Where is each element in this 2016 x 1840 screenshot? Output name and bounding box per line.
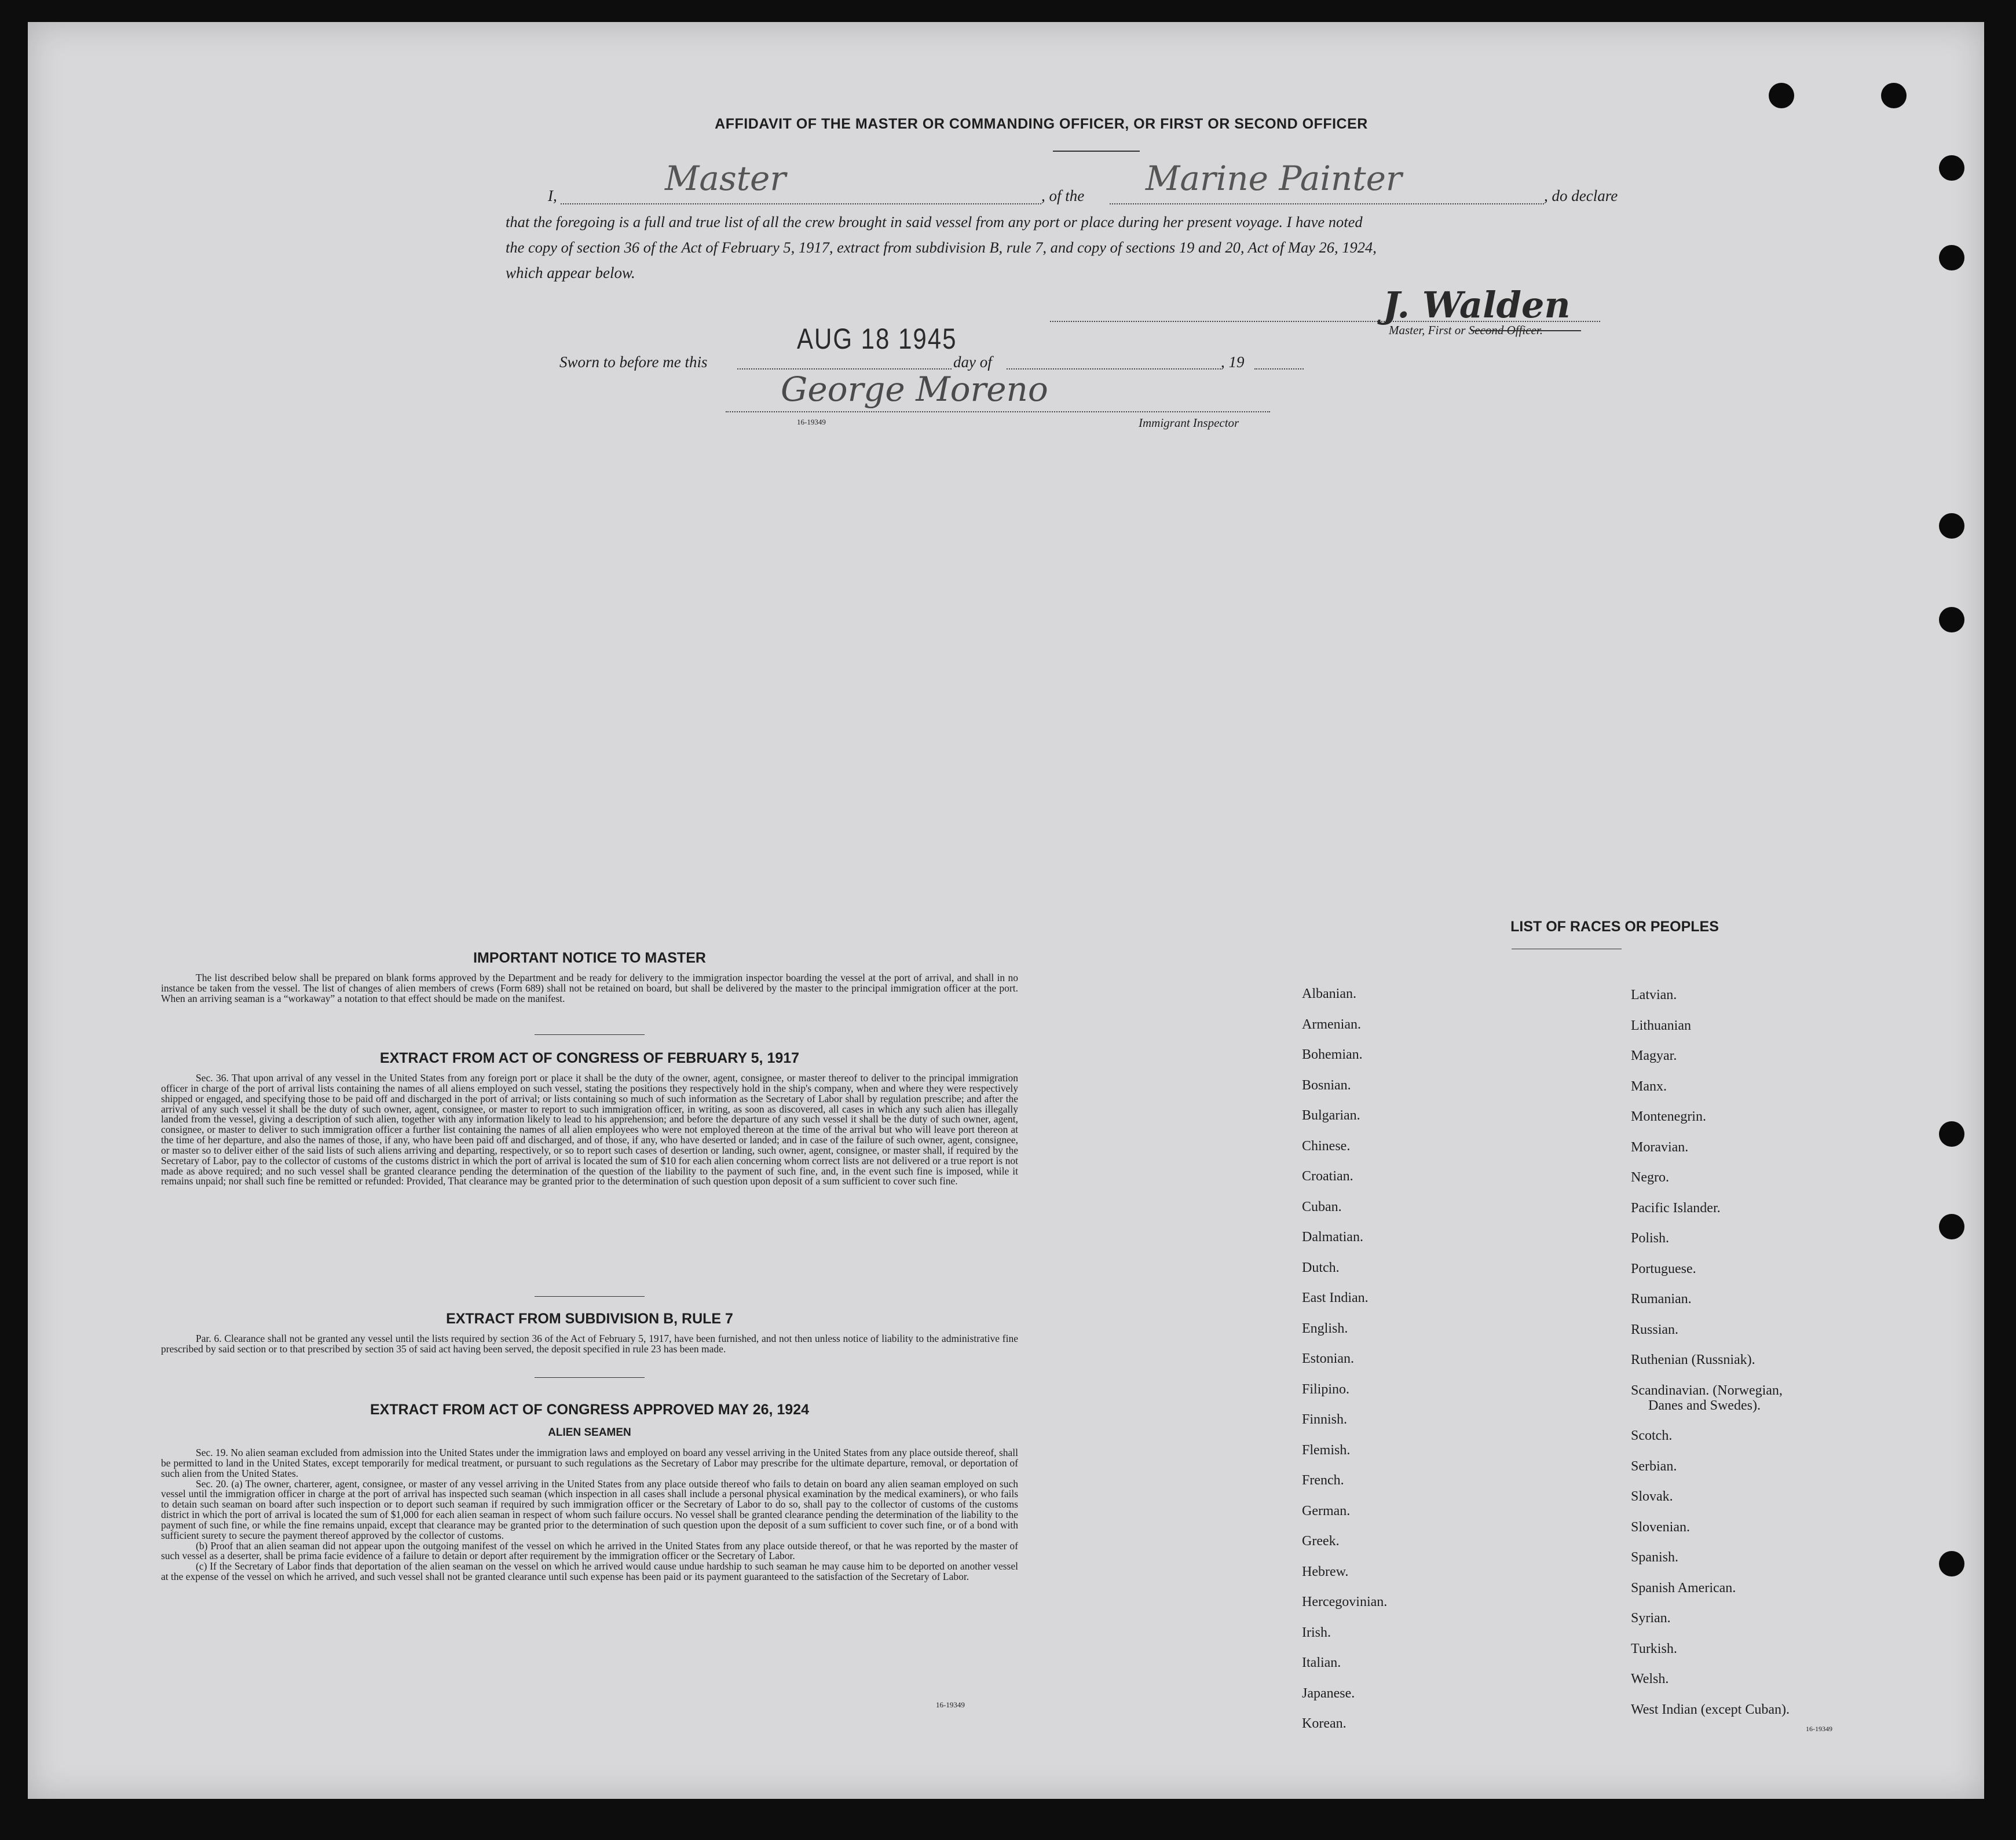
sworn-prefix: Sworn to before me this <box>559 353 708 371</box>
race-item: Bulgarian. <box>1302 1108 1360 1123</box>
race-item: Scotch. <box>1631 1428 1673 1443</box>
rule-7-paragraph: Par. 6. Clearance shall not be granted any vessel until the lists required by section 36 of the Act of February 5, 1917, have been furnished, and not then unless notice of liability to the administrative fine prescribed by said section or to that prescribed by section 35 of said act having been served, the deposit specified in rule 23 has been made. <box>161 1333 1018 1355</box>
race-item: Estonian. <box>1302 1351 1354 1366</box>
document-page <box>28 22 1984 1799</box>
race-item: Spanish American. <box>1631 1580 1736 1596</box>
title-rule <box>1053 151 1140 152</box>
sworn-day-label: day of <box>953 353 992 371</box>
form-number: 16-19349 <box>797 418 826 426</box>
punch-hole <box>1939 1551 1964 1576</box>
inspector-signature: George Moreno <box>781 370 1048 409</box>
race-item: Latvian. <box>1631 987 1677 1003</box>
race-item: Hercegovinian. <box>1302 1594 1388 1609</box>
race-item: Armenian. <box>1302 1016 1361 1032</box>
extract-1924-body <box>161 1448 1018 1582</box>
races-title: LIST OF RACES OR PEOPLES <box>1510 919 1719 935</box>
extract-1917-title: EXTRACT FROM ACT OF CONGRESS OF FEBRUARY 5, 1917 <box>379 1050 800 1066</box>
race-item: Bohemian. <box>1302 1047 1363 1062</box>
section-rule <box>535 1296 645 1297</box>
race-item: English. <box>1302 1320 1348 1336</box>
punch-hole <box>1939 607 1964 632</box>
race-item: Spanish. <box>1631 1550 1679 1565</box>
inspector-line <box>726 411 1270 412</box>
master-signature: J. Walden <box>1383 284 1571 326</box>
notice-paragraph: The list described below shall be prepared on blank forms approved by the Department and be ready for delivery to the immigration inspector boarding the vessel at the port of arrival, and shall in no instance be taken from the vessel. The list of changes of alien members of crews (Form 689) shall not be retained on board, but shall be delivered by the master to the principal immigration officer at the port. When an arriving seaman is a “workaway” a notation to that effect should be made on the manifest. <box>161 972 1018 1004</box>
race-item: Rumanian. <box>1631 1292 1692 1307</box>
race-item: Italian. <box>1302 1655 1341 1670</box>
race-item: Turkish. <box>1631 1641 1677 1656</box>
race-item: Filipino. <box>1302 1381 1350 1397</box>
inspector-caption: Immigrant Inspector <box>1139 416 1239 430</box>
declaration-line-3: the copy of section 36 of the Act of February 5, 1917, extract from subdivision B, rule 7, and copy of sections 19 and 20, Act of May 26, 1924, <box>506 239 1377 256</box>
race-item: Russian. <box>1631 1322 1679 1337</box>
strike-through <box>1471 330 1581 331</box>
vessel-line <box>1110 203 1544 204</box>
section-20a-paragraph: Sec. 20. (a) The owner, charterer, agent, consignee, or master of any vessel arriving in the United States from any place outside thereof who fails to detain on board any alien seaman employed on such vessel until the immigration officer in charge at the port of arrival has inspected such seaman (which inspection in all cases shall include a personal physical examination by the medical examiners), or who fails to detain such seaman on board after such inspection or to deport such seaman if required by such immigration officer or the Secretary of Labor to do so, shall pay to the collector of customs of the customs district in which the port of arrival is located the sum of $1,000 for each alien seaman in respect of whom such failure occurs. No vessel shall be granted clearance pending the determination of the liability to the payment of such fine, or while the fine remains unpaid, except that clearance may be granted prior to the determination of such question upon the deposit of a sum sufficient to cover such fine, or of a bond with sufficient surety to secure the payment thereof approved by the collector of customs. <box>161 1477 1018 1541</box>
section-20b-paragraph: (b) Proof that an alien seaman did not appear upon the outgoing manifest of the vessel on which he arrived in the United States from any place outside thereof, or that he was reported by the master of such vessel as a deserter, shall be prima facie evidence of a failure to detain or deport after requirement by the immigration officer or the Secretary of Labor. <box>161 1539 1018 1562</box>
race-item: Slovak. <box>1631 1489 1673 1504</box>
rule-7-body <box>161 1334 1018 1355</box>
alien-seamen-subtitle: ALIEN SEAMEN <box>548 1426 631 1439</box>
race-item: Negro. <box>1631 1170 1669 1185</box>
race-item: German. <box>1302 1503 1351 1519</box>
race-item: Montenegrin. <box>1631 1109 1706 1124</box>
punch-hole <box>1939 1121 1964 1147</box>
race-item: Chinese. <box>1302 1138 1351 1154</box>
punch-hole <box>1769 83 1794 108</box>
master-name-handwriting: Master <box>665 159 786 198</box>
race-item: Lithuanian <box>1631 1018 1691 1033</box>
race-item: Moravian. <box>1631 1139 1689 1155</box>
vessel-name-handwriting: Marine Painter <box>1146 159 1402 198</box>
section-20c-paragraph: (c) If the Secretary of Labor finds that deportation of the alien seaman on the vessel on which he arrived would cause undue hardship to such seaman he may cause him to be deported on another vessel at the expense of the vessel on which he arrived, and such vessel shall not be granted clearance until such expense has been paid or its payment guaranteed to the satisfaction of the Secretary of Labor. <box>161 1560 1018 1583</box>
race-item: Serbian. <box>1631 1458 1677 1474</box>
race-item: Dutch. <box>1302 1260 1340 1275</box>
race-item: Manx. <box>1631 1078 1667 1094</box>
race-item: Polish. <box>1631 1231 1670 1246</box>
race-item: Flemish. <box>1302 1442 1351 1458</box>
race-item: Slovenian. <box>1631 1519 1690 1535</box>
signature-caption: Master, First or Second Officer. <box>1389 323 1543 337</box>
race-item: Scandinavian. (Norwegian, Danes and Swedes). <box>1631 1382 1783 1413</box>
name-line <box>561 203 1041 204</box>
punch-hole <box>1881 83 1907 108</box>
race-item: Japanese. <box>1302 1685 1355 1701</box>
sworn-year-label: , 19 <box>1221 353 1245 371</box>
race-item: Cuban. <box>1302 1199 1342 1215</box>
extract-1924-title: EXTRACT FROM ACT OF CONGRESS APPROVED MAY 26, 1924 <box>369 1402 810 1418</box>
race-item: Albanian. <box>1302 986 1356 1001</box>
race-item: East Indian. <box>1302 1290 1369 1305</box>
race-item: Magyar. <box>1631 1048 1677 1063</box>
race-item: Greek. <box>1302 1534 1340 1549</box>
race-item: Dalmatian. <box>1302 1230 1363 1245</box>
punch-hole <box>1939 513 1964 539</box>
notice-body <box>161 973 1018 1004</box>
declaration-mid: , of the <box>1041 187 1085 204</box>
form-number: 16-19349 <box>1806 1725 1832 1733</box>
race-item: West Indian (except Cuban). <box>1631 1702 1790 1717</box>
declaration-line-4: which appear below. <box>506 264 635 281</box>
section-rule <box>535 1377 645 1378</box>
received-date-stamp: AUG 18 1945 <box>797 322 957 355</box>
race-item: French. <box>1302 1473 1344 1488</box>
section-19-paragraph: Sec. 19. No alien seaman excluded from admission into the United States under the immigration laws and employed on board any vessel arriving in the United States from any place outside thereof, shall be permitted to land in the United States, except temporarily for medical treatment, or pursuant to such regulations as the Secretary of Labor may prescribe for the ultimate departure, removal, or deportation of such alien from the United States. <box>161 1447 1018 1479</box>
extract-1917-body <box>161 1073 1018 1187</box>
race-item: Irish. <box>1302 1625 1331 1640</box>
race-item: Portuguese. <box>1631 1261 1696 1276</box>
race-item: Croatian. <box>1302 1169 1353 1184</box>
form-number: 16-19349 <box>936 1700 965 1709</box>
affidavit-title: AFFIDAVIT OF THE MASTER OR COMMANDING OFFICER, OR FIRST OR SECOND OFFICER <box>715 116 1368 132</box>
race-item: Syrian. <box>1631 1611 1671 1626</box>
declaration-prefix: I, <box>548 187 557 204</box>
notice-title: IMPORTANT NOTICE TO MASTER <box>473 950 706 966</box>
section-rule <box>535 1034 645 1035</box>
race-item: Korean. <box>1302 1716 1347 1731</box>
punch-hole <box>1939 1214 1964 1239</box>
race-item: Bosnian. <box>1302 1077 1351 1093</box>
punch-hole <box>1939 155 1964 181</box>
sworn-year-line <box>1254 368 1304 370</box>
declaration-suffix: , do declare <box>1544 187 1618 204</box>
race-item: Hebrew. <box>1302 1564 1349 1579</box>
declaration-line-2: that the foregoing is a full and true list of all the crew brought in said vessel from any port or place during her present voyage. I have noted <box>506 213 1363 231</box>
race-item: Finnish. <box>1302 1412 1348 1427</box>
race-item: Pacific Islander. <box>1631 1200 1721 1216</box>
rule-7-title: EXTRACT FROM SUBDIVISION B, RULE 7 <box>446 1311 733 1327</box>
race-item: Ruthenian (Russniak). <box>1631 1352 1755 1367</box>
extract-1917-paragraph: Sec. 36. That upon arrival of any vessel in the United States from any foreign port or place it shall be the duty of the owner, agent, consignee, or master thereof to deliver to the principal immigration officer in charge of the port of arrival lists containing the names of all aliens employed on such vessel, stating the positions they respectively hold in the ship's company, when and where they were respectively shipped or engaged, and specifying those to be paid off and discharged in the port of arrival; or lists containing so much of such information as the Secretary of Labor shall by regulation prescribe; and after the arrival of any such vessel it shall be the duty of such owner, agent, consignee, or master to report to such immigration officer, in writing, as soon as discovered, all cases in which any such alien has illegally landed from the vessel, giving a description of such alien, together with any information likely to lead to his apprehension; and before the departure of any such vessel it shall be the duty of such owner, agent, consignee, or master to deliver to such immigration officer a further list containing the names of all alien employees who were not employed thereon at the time of the arrival but who will leave port thereon at the time of her departure, and also the names of those, if any, who have been paid off and discharged, and of those, if any, who have deserted or landed; and in case of the failure of such owner, agent, consignee, or master so to deliver either of the said lists of such aliens arriving and departing, respectively, or so to report such cases of desertion or landing, such owner, agent, consignee, or master shall, if required by the Secretary of Labor, pay to the collector of customs of the customs district in which the port of arrival is located the sum of $10 for each alien concerning whom correct lists are not delivered or a true report is not made as above required; and no such vessel shall be granted clearance pending the determination of the question of the liability to the payment of such fine, and, in the event such fine is imposed, while it remains unpaid; nor shall such fine be remitted or refunded: Provided, That clearance may be granted prior to the determination of such question upon deposit of a sum sufficient to cover such fine. <box>161 1072 1018 1187</box>
punch-hole <box>1939 245 1964 270</box>
race-item: Welsh. <box>1631 1671 1669 1687</box>
